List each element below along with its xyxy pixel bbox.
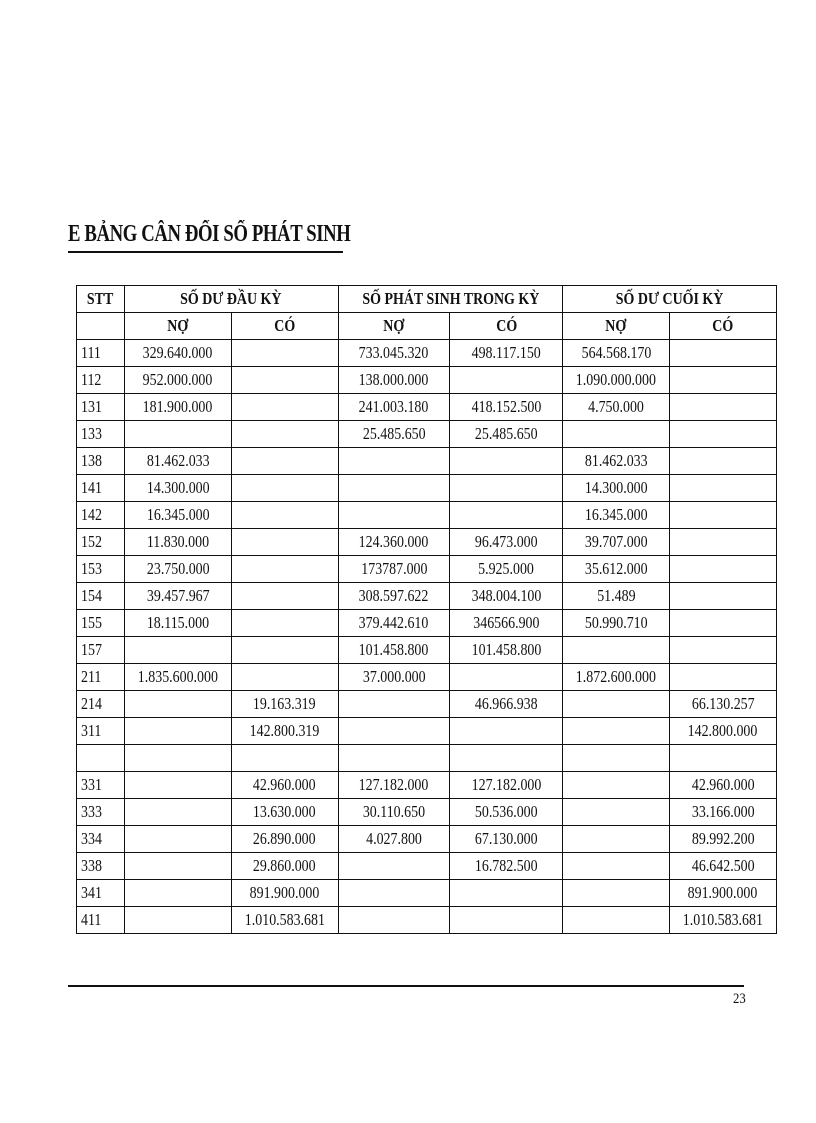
account-number-cell: 141	[77, 475, 125, 502]
closing-debit-cell	[563, 772, 670, 799]
account-number-cell: 133	[77, 421, 125, 448]
account-number-cell: 111	[77, 340, 125, 367]
closing-credit-cell: 891.900.000	[669, 880, 776, 907]
opening-debit-cell: 16.345.000	[125, 502, 232, 529]
period-credit-cell	[450, 718, 563, 745]
period-debit-cell: 37.000.000	[338, 664, 450, 691]
closing-credit-cell	[669, 529, 776, 556]
opening-debit-cell: 39.457.967	[125, 583, 232, 610]
table-row	[77, 367, 777, 394]
opening-debit-cell	[125, 799, 232, 826]
page-title: E BẢNG CÂN ĐỐI SỐ PHÁT SINH	[68, 221, 351, 247]
period-credit-cell	[450, 448, 563, 475]
opening-credit-cell	[231, 745, 338, 772]
header-opening-debit: NỢ	[125, 313, 232, 340]
period-credit-cell: 101.458.800	[450, 637, 563, 664]
header-row-groups	[77, 286, 777, 313]
opening-credit-cell: 26.890.000	[231, 826, 338, 853]
period-debit-cell: 733.045.320	[338, 340, 450, 367]
opening-debit-cell: 81.462.033	[125, 448, 232, 475]
closing-credit-cell	[669, 664, 776, 691]
opening-debit-cell: 11.830.000	[125, 529, 232, 556]
opening-credit-cell	[231, 340, 338, 367]
opening-debit-cell	[125, 826, 232, 853]
trial-balance-table	[76, 285, 777, 934]
table-row	[77, 556, 777, 583]
closing-credit-cell: 142.800.000	[669, 718, 776, 745]
period-debit-cell: 241.003.180	[338, 394, 450, 421]
opening-debit-cell: 14.300.000	[125, 475, 232, 502]
closing-debit-cell: 4.750.000	[563, 394, 670, 421]
closing-credit-cell	[669, 583, 776, 610]
opening-debit-cell	[125, 772, 232, 799]
closing-debit-cell	[563, 826, 670, 853]
closing-credit-cell: 1.010.583.681	[669, 907, 776, 934]
table-row	[77, 853, 777, 880]
table-row	[77, 880, 777, 907]
period-credit-cell: 5.925.000	[450, 556, 563, 583]
period-credit-cell: 127.182.000	[450, 772, 563, 799]
period-debit-cell: 138.000.000	[338, 367, 450, 394]
opening-credit-cell	[231, 556, 338, 583]
closing-credit-cell: 66.130.257	[669, 691, 776, 718]
period-credit-cell	[450, 502, 563, 529]
opening-credit-cell	[231, 610, 338, 637]
closing-debit-cell: 51.489	[563, 583, 670, 610]
header-closing-balance: SỐ DƯ CUỐI KỲ	[563, 286, 777, 313]
closing-credit-cell	[669, 637, 776, 664]
period-credit-cell	[450, 367, 563, 394]
account-number-cell: 154	[77, 583, 125, 610]
period-credit-cell: 348.004.100	[450, 583, 563, 610]
opening-credit-cell: 19.163.319	[231, 691, 338, 718]
closing-credit-cell	[669, 745, 776, 772]
header-period-credit: CÓ	[450, 313, 563, 340]
opening-debit-cell	[125, 745, 232, 772]
header-stt: STT	[77, 286, 125, 313]
period-debit-cell	[338, 502, 450, 529]
account-number-cell: 152	[77, 529, 125, 556]
table-row	[77, 340, 777, 367]
period-debit-cell: 4.027.800	[338, 826, 450, 853]
period-credit-cell	[450, 475, 563, 502]
opening-debit-cell	[125, 880, 232, 907]
title-underline	[68, 251, 343, 253]
period-debit-cell: 127.182.000	[338, 772, 450, 799]
opening-credit-cell	[231, 637, 338, 664]
opening-debit-cell	[125, 421, 232, 448]
period-credit-cell: 25.485.650	[450, 421, 563, 448]
closing-debit-cell: 1.090.000.000	[563, 367, 670, 394]
period-debit-cell	[338, 691, 450, 718]
header-period-debit: NỢ	[338, 313, 450, 340]
period-credit-cell: 418.152.500	[450, 394, 563, 421]
period-credit-cell: 346566.900	[450, 610, 563, 637]
account-number-cell: 131	[77, 394, 125, 421]
header-closing-credit: CÓ	[669, 313, 776, 340]
table-row	[77, 718, 777, 745]
period-credit-cell: 50.536.000	[450, 799, 563, 826]
opening-credit-cell: 891.900.000	[231, 880, 338, 907]
period-debit-cell	[338, 718, 450, 745]
account-number-cell: 138	[77, 448, 125, 475]
account-number-cell: 334	[77, 826, 125, 853]
period-credit-cell: 46.966.938	[450, 691, 563, 718]
period-debit-cell: 379.442.610	[338, 610, 450, 637]
period-debit-cell	[338, 880, 450, 907]
opening-credit-cell: 42.960.000	[231, 772, 338, 799]
closing-credit-cell: 46.642.500	[669, 853, 776, 880]
period-credit-cell: 498.117.150	[450, 340, 563, 367]
table-row	[77, 448, 777, 475]
opening-credit-cell	[231, 394, 338, 421]
opening-debit-cell	[125, 907, 232, 934]
table-row	[77, 637, 777, 664]
closing-debit-cell	[563, 799, 670, 826]
opening-debit-cell: 952.000.000	[125, 367, 232, 394]
table-row	[77, 583, 777, 610]
table-row	[77, 475, 777, 502]
period-credit-cell: 16.782.500	[450, 853, 563, 880]
table-row	[77, 664, 777, 691]
opening-debit-cell	[125, 853, 232, 880]
opening-debit-cell: 181.900.000	[125, 394, 232, 421]
closing-debit-cell	[563, 718, 670, 745]
header-closing-debit: NỢ	[563, 313, 670, 340]
header-blank	[77, 313, 125, 340]
table-row	[77, 610, 777, 637]
header-opening-balance: SỐ DƯ ĐẦU KỲ	[125, 286, 339, 313]
opening-debit-cell	[125, 691, 232, 718]
opening-credit-cell	[231, 421, 338, 448]
period-credit-cell	[450, 907, 563, 934]
closing-debit-cell: 1.872.600.000	[563, 664, 670, 691]
table-row	[77, 799, 777, 826]
closing-credit-cell: 89.992.200	[669, 826, 776, 853]
period-debit-cell: 124.360.000	[338, 529, 450, 556]
period-debit-cell	[338, 853, 450, 880]
closing-debit-cell	[563, 853, 670, 880]
closing-debit-cell: 39.707.000	[563, 529, 670, 556]
opening-credit-cell: 13.630.000	[231, 799, 338, 826]
closing-debit-cell: 50.990.710	[563, 610, 670, 637]
account-number-cell: 153	[77, 556, 125, 583]
account-number-cell: 112	[77, 367, 125, 394]
opening-debit-cell: 329.640.000	[125, 340, 232, 367]
account-number-cell: 333	[77, 799, 125, 826]
closing-debit-cell	[563, 691, 670, 718]
closing-credit-cell	[669, 394, 776, 421]
account-number-cell: 214	[77, 691, 125, 718]
opening-credit-cell	[231, 664, 338, 691]
opening-credit-cell	[231, 448, 338, 475]
opening-credit-cell: 29.860.000	[231, 853, 338, 880]
closing-credit-cell: 33.166.000	[669, 799, 776, 826]
account-number-cell: 211	[77, 664, 125, 691]
closing-debit-cell	[563, 421, 670, 448]
account-number-cell: 155	[77, 610, 125, 637]
period-debit-cell	[338, 907, 450, 934]
period-debit-cell	[338, 448, 450, 475]
period-debit-cell: 173787.000	[338, 556, 450, 583]
account-number-cell: 157	[77, 637, 125, 664]
closing-debit-cell: 14.300.000	[563, 475, 670, 502]
account-number-cell: 341	[77, 880, 125, 907]
closing-debit-cell	[563, 745, 670, 772]
closing-debit-cell: 564.568.170	[563, 340, 670, 367]
account-number-cell: 331	[77, 772, 125, 799]
closing-debit-cell: 81.462.033	[563, 448, 670, 475]
period-credit-cell	[450, 880, 563, 907]
period-credit-cell	[450, 745, 563, 772]
period-credit-cell: 96.473.000	[450, 529, 563, 556]
closing-debit-cell	[563, 637, 670, 664]
period-credit-cell: 67.130.000	[450, 826, 563, 853]
closing-debit-cell: 35.612.000	[563, 556, 670, 583]
period-debit-cell: 25.485.650	[338, 421, 450, 448]
header-opening-credit: CÓ	[231, 313, 338, 340]
header-period-movement: SỐ PHÁT SINH TRONG KỲ	[338, 286, 563, 313]
closing-debit-cell: 16.345.000	[563, 502, 670, 529]
opening-credit-cell: 142.800.319	[231, 718, 338, 745]
account-number-cell: 411	[77, 907, 125, 934]
period-debit-cell: 308.597.622	[338, 583, 450, 610]
closing-credit-cell	[669, 610, 776, 637]
closing-credit-cell	[669, 556, 776, 583]
opening-credit-cell: 1.010.583.681	[231, 907, 338, 934]
period-debit-cell: 101.458.800	[338, 637, 450, 664]
closing-credit-cell	[669, 421, 776, 448]
period-credit-cell	[450, 664, 563, 691]
table-row	[77, 394, 777, 421]
page-number: 23	[733, 991, 746, 1007]
table-row	[77, 772, 777, 799]
opening-credit-cell	[231, 583, 338, 610]
opening-credit-cell	[231, 475, 338, 502]
account-number-cell: 311	[77, 718, 125, 745]
table-row	[77, 421, 777, 448]
opening-debit-cell: 18.115.000	[125, 610, 232, 637]
closing-credit-cell	[669, 448, 776, 475]
period-debit-cell	[338, 475, 450, 502]
account-number-cell: 142	[77, 502, 125, 529]
table-row	[77, 502, 777, 529]
table-row	[77, 691, 777, 718]
opening-debit-cell	[125, 637, 232, 664]
closing-credit-cell	[669, 367, 776, 394]
closing-credit-cell	[669, 340, 776, 367]
table-row	[77, 529, 777, 556]
account-number-cell: 338	[77, 853, 125, 880]
opening-debit-cell	[125, 718, 232, 745]
opening-debit-cell: 1.835.600.000	[125, 664, 232, 691]
account-number-cell	[77, 745, 125, 772]
closing-debit-cell	[563, 880, 670, 907]
closing-debit-cell	[563, 907, 670, 934]
period-debit-cell	[338, 745, 450, 772]
closing-credit-cell	[669, 502, 776, 529]
opening-credit-cell	[231, 367, 338, 394]
footer-rule	[68, 985, 744, 987]
table-row	[77, 745, 777, 772]
opening-credit-cell	[231, 502, 338, 529]
period-debit-cell: 30.110.650	[338, 799, 450, 826]
opening-debit-cell: 23.750.000	[125, 556, 232, 583]
closing-credit-cell: 42.960.000	[669, 772, 776, 799]
header-row-sides	[77, 313, 777, 340]
table-row	[77, 907, 777, 934]
closing-credit-cell	[669, 475, 776, 502]
opening-credit-cell	[231, 529, 338, 556]
table-row	[77, 826, 777, 853]
